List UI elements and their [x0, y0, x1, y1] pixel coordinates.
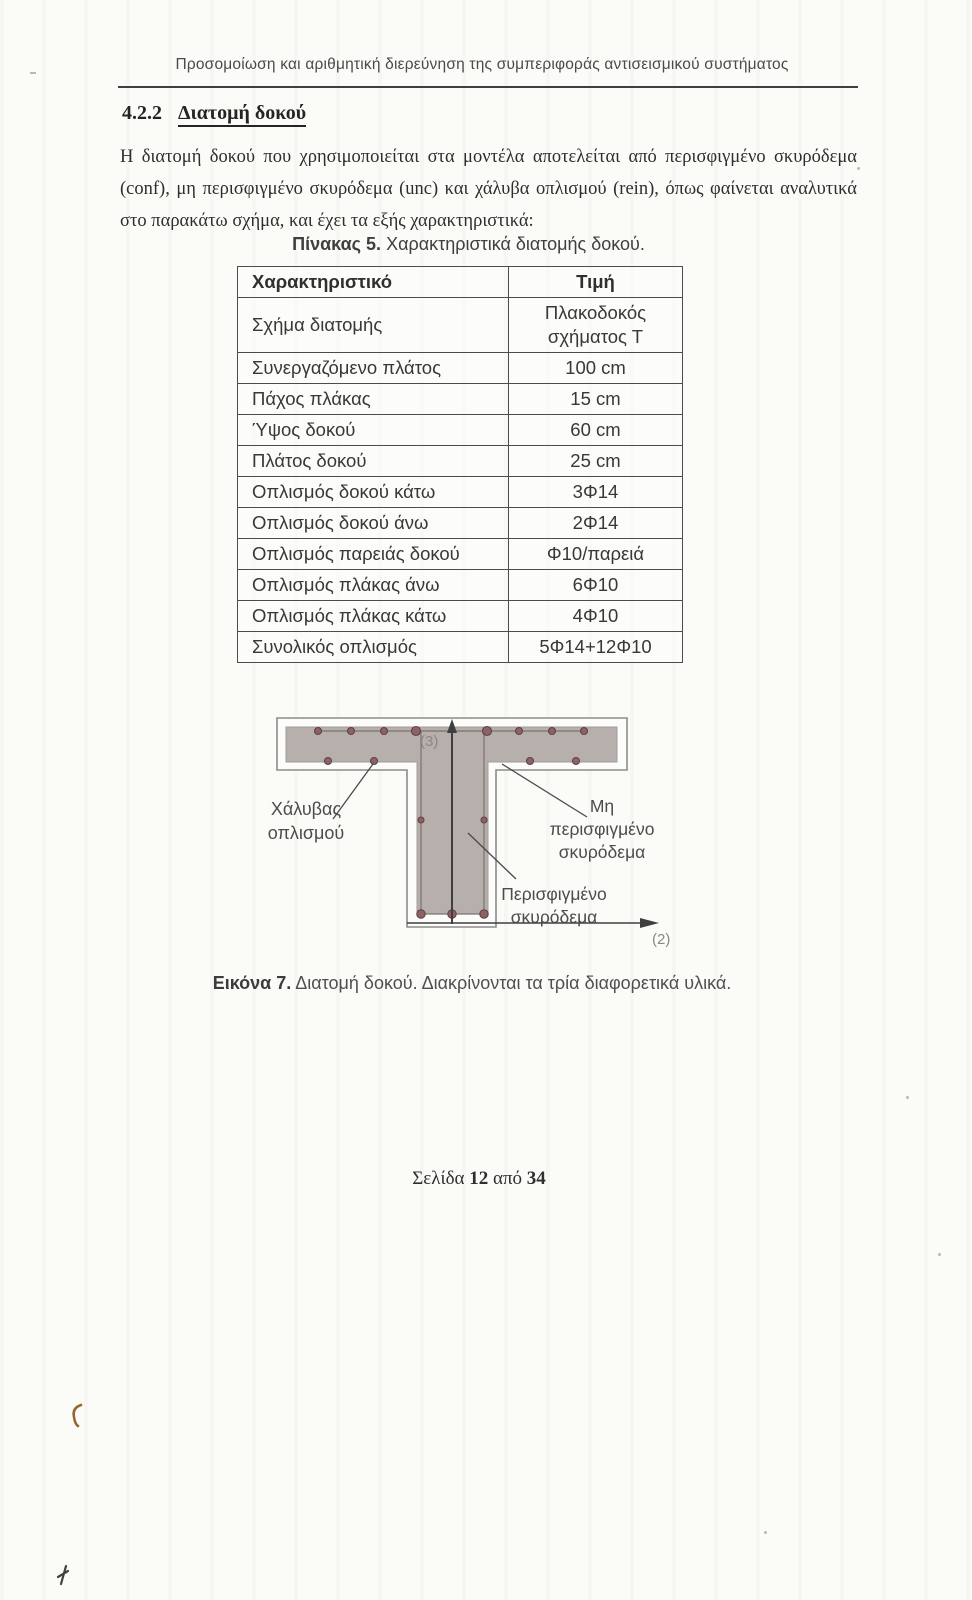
value-cell: 60 cm [509, 415, 683, 446]
scan-speck [938, 1253, 941, 1256]
table-caption [245, 234, 692, 255]
characteristic-cell: Σχήμα διατομής [238, 298, 509, 353]
characteristic-cell: Πλάτος δοκού [238, 446, 509, 477]
footer-middle: από [492, 1168, 523, 1189]
scan-speck [30, 72, 36, 74]
figure-caption [110, 973, 834, 994]
steel-reinforcement-label: Χάλυβας οπλισμού [267, 799, 345, 843]
value-cell: Πλακοδοκός σχήματος Τ [509, 298, 683, 353]
table-caption-label: Πίνακας 5. [292, 234, 382, 254]
value-cell: 2Φ14 [509, 508, 683, 539]
footer-page-number: 12 [469, 1168, 489, 1189]
characteristic-cell: Οπλισμός παρειάς δοκού [238, 539, 509, 570]
pen-mark-lower [52, 1562, 78, 1592]
page-footer [0, 1168, 965, 1190]
value-cell: 25 cm [509, 446, 683, 477]
characteristic-cell: Συνεργαζόμενο πλάτος [238, 353, 509, 384]
table-row [238, 632, 683, 663]
footer-prefix: Σελίδα [412, 1168, 465, 1189]
value-cell: Φ10/παρειά [509, 539, 683, 570]
section-title: Διατομή δοκού [178, 102, 306, 127]
axis-2-label: (2) [652, 931, 671, 948]
confined-concrete-label: Περισφιγμένο σκυρόδεμα [501, 884, 607, 927]
table-row [238, 601, 683, 632]
characteristic-cell: Οπλισμός δοκού κάτω [238, 477, 509, 508]
pen-mark-upper [60, 1400, 96, 1434]
table-body [238, 298, 683, 663]
table-row [238, 298, 683, 353]
value-cell: 3Φ14 [509, 477, 683, 508]
table-row [238, 384, 683, 415]
value-cell: 15 cm [509, 384, 683, 415]
table-row [238, 477, 683, 508]
table-row [238, 446, 683, 477]
table-header-row [238, 267, 683, 298]
table-row [238, 539, 683, 570]
table-row [238, 353, 683, 384]
characteristic-cell: Οπλισμός πλάκας άνω [238, 570, 509, 601]
table-caption-text: Χαρακτηριστικά διατομής δοκού. [381, 234, 645, 254]
table-row [238, 415, 683, 446]
table-row [238, 570, 683, 601]
value-cell: 6Φ10 [509, 570, 683, 601]
section-number: 4.2.2 [122, 102, 162, 124]
footer-total-pages: 34 [526, 1168, 546, 1189]
characteristic-cell: Ύψος δοκού [238, 415, 509, 446]
value-cell: 4Φ10 [509, 601, 683, 632]
characteristic-cell: Οπλισμός δοκού άνω [238, 508, 509, 539]
characteristic-cell: Συνολικός οπλισμός [238, 632, 509, 663]
running-header: Προσομοίωση και αριθμητική διερεύνηση της συμπεριφοράς αντισεισμικού συστήματος [175, 56, 789, 73]
scan-speck [906, 1096, 909, 1099]
scan-speck [764, 1531, 767, 1534]
characteristic-cell: Πάχος πλάκας [238, 384, 509, 415]
figure-caption-text: Διατομή δοκού. Διακρίνονται τα τρία διαφορετικά υλικά. [291, 973, 732, 993]
value-cell: 100 cm [509, 353, 683, 384]
value-cell: 5Φ14+12Φ10 [509, 632, 683, 663]
beam-characteristics-table [237, 266, 683, 663]
section-heading [122, 102, 306, 125]
header-divider [118, 86, 858, 88]
scan-speck [857, 167, 860, 170]
axis-3-label: (3) [420, 733, 439, 750]
characteristic-cell: Οπλισμός πλάκας κάτω [238, 601, 509, 632]
header-cell-value: Τιμή [509, 267, 683, 298]
header-cell-characteristic: Χαρακτηριστικό [238, 267, 509, 298]
body-paragraph: Η διατομή δοκού που χρησιμοποιείται στα μοντέλα αποτελείται από περισφιγμένο σκυρόδεμα (conf), μη περισφιγμένο σκυρόδεμα (unc) και χάλυβα οπλισμού (rein), όπως φαίνεται αναλυτικά στο παρακάτω σχήμα, και έχει τα εξής χαρακτηριστικά: [120, 147, 857, 231]
table-row [238, 508, 683, 539]
figure-caption-label: Εικόνα 7. [212, 973, 292, 993]
unconfined-concrete-label: Μη περισφιγμένο σκυρόδεμα [549, 796, 655, 862]
